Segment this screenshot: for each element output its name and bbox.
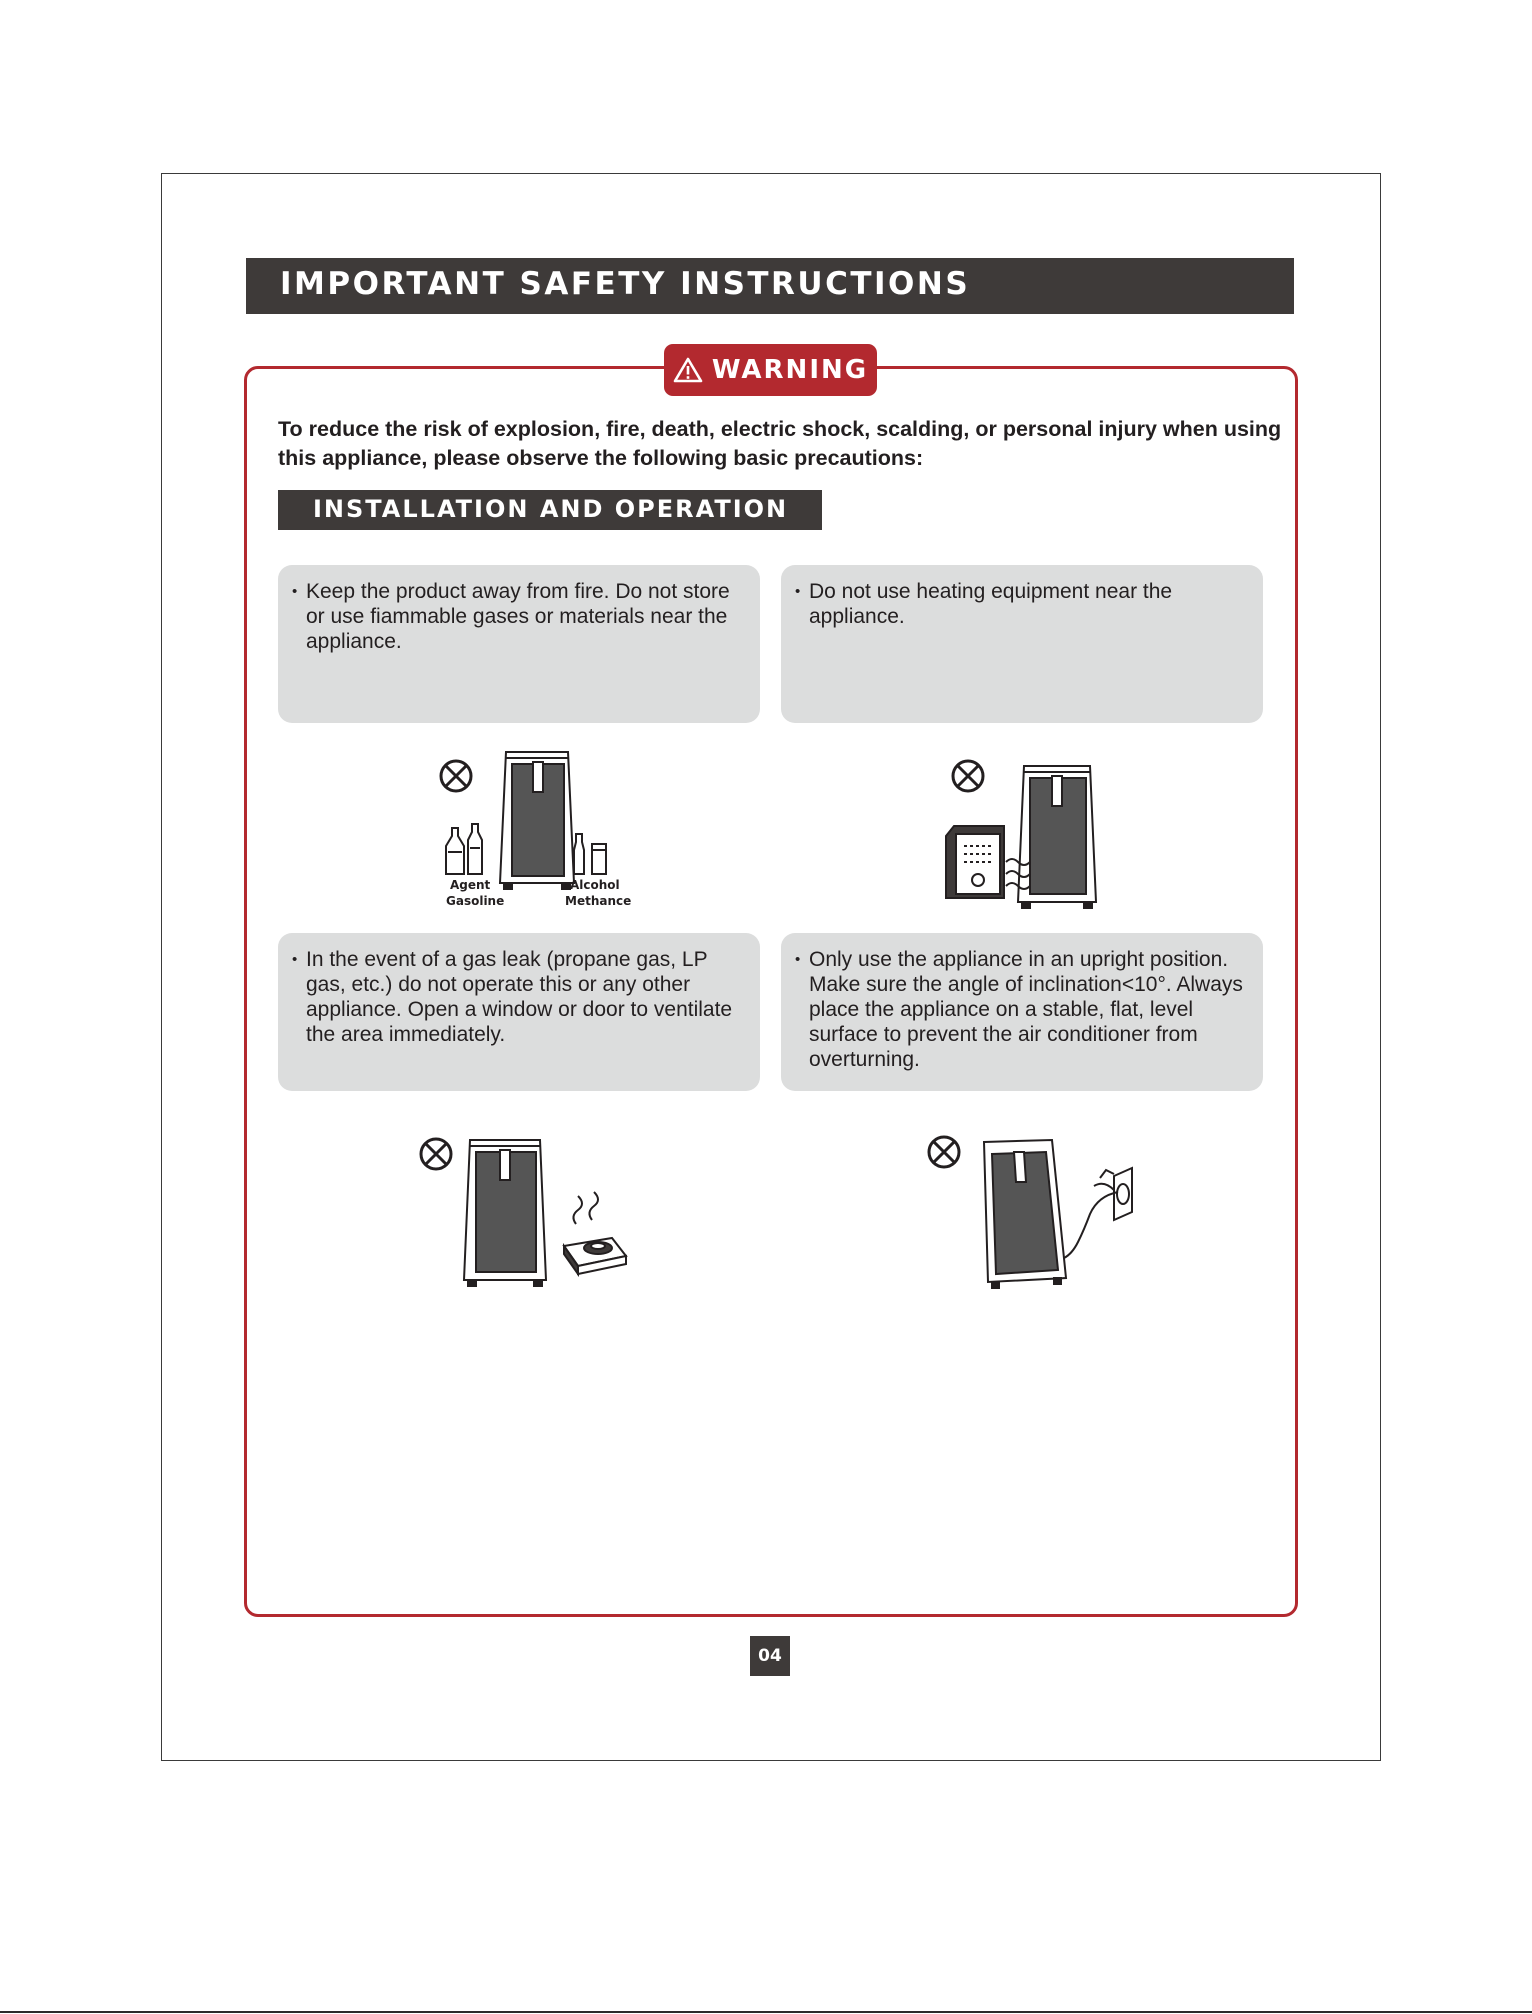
label-alcohol: Alcohol (570, 878, 620, 892)
tilted-unit-illustration (918, 1130, 1148, 1295)
prohibited-icon (953, 761, 983, 791)
warning-intro: To reduce the risk of explosion, fire, death, electric shock, scalding, or personal injury when using this appliance, please observe the following basic precautions: (278, 417, 1282, 470)
instruction-text: • Only use the appliance in an upright position. Make sure the angle of inclination<10°. Always place the appliance on a stable, flat, level surface to prevent the air conditioner from overturning. (795, 947, 1255, 1072)
wall-outlet-icon (1064, 1168, 1132, 1258)
warning-label: WARNING (711, 355, 869, 385)
gas-stove-icon (564, 1192, 626, 1274)
prohibited-icon (421, 1139, 451, 1169)
instruction-card-upright (781, 933, 1263, 1091)
heater-icon (946, 826, 1030, 898)
instruction-card-gas-leak (278, 933, 760, 1091)
instruction-text: • Do not use heating equipment near the appliance. (795, 579, 1255, 629)
flammables-illustration (420, 740, 640, 910)
warning-badge (664, 344, 877, 396)
instruction-card-flammables (278, 565, 760, 723)
label-methance: Methance (565, 894, 632, 908)
label-gasoline: Gasoline (446, 894, 505, 908)
instruction-card-heating (781, 565, 1263, 723)
section-banner (278, 490, 822, 530)
heater-illustration (940, 752, 1120, 912)
air-conditioner-icon (500, 752, 574, 889)
prohibited-icon (929, 1137, 959, 1167)
page-title: IMPORTANT SAFETY INSTRUCTIONS (280, 266, 971, 302)
section-title: INSTALLATION AND OPERATION (313, 495, 789, 523)
instruction-text: • In the event of a gas leak (propane gas, LP gas, etc.) do not operate this or any other appliance. Open a window or door to ventilate the area immediately. (292, 947, 752, 1047)
gas-leak-illustration (412, 1120, 642, 1295)
bottom-divider (0, 2011, 1532, 2013)
instruction-text: • Keep the product away from fire. Do not store or use fiammable gases or materials near the appliance. (292, 579, 752, 654)
warning-triangle-icon (673, 357, 703, 383)
air-conditioner-icon (984, 1140, 1066, 1288)
label-agent: Agent (450, 878, 491, 892)
page-number: 04 (750, 1636, 790, 1676)
air-conditioner-icon (464, 1140, 546, 1286)
prohibited-icon (441, 761, 471, 791)
page-title-banner (246, 258, 1294, 314)
